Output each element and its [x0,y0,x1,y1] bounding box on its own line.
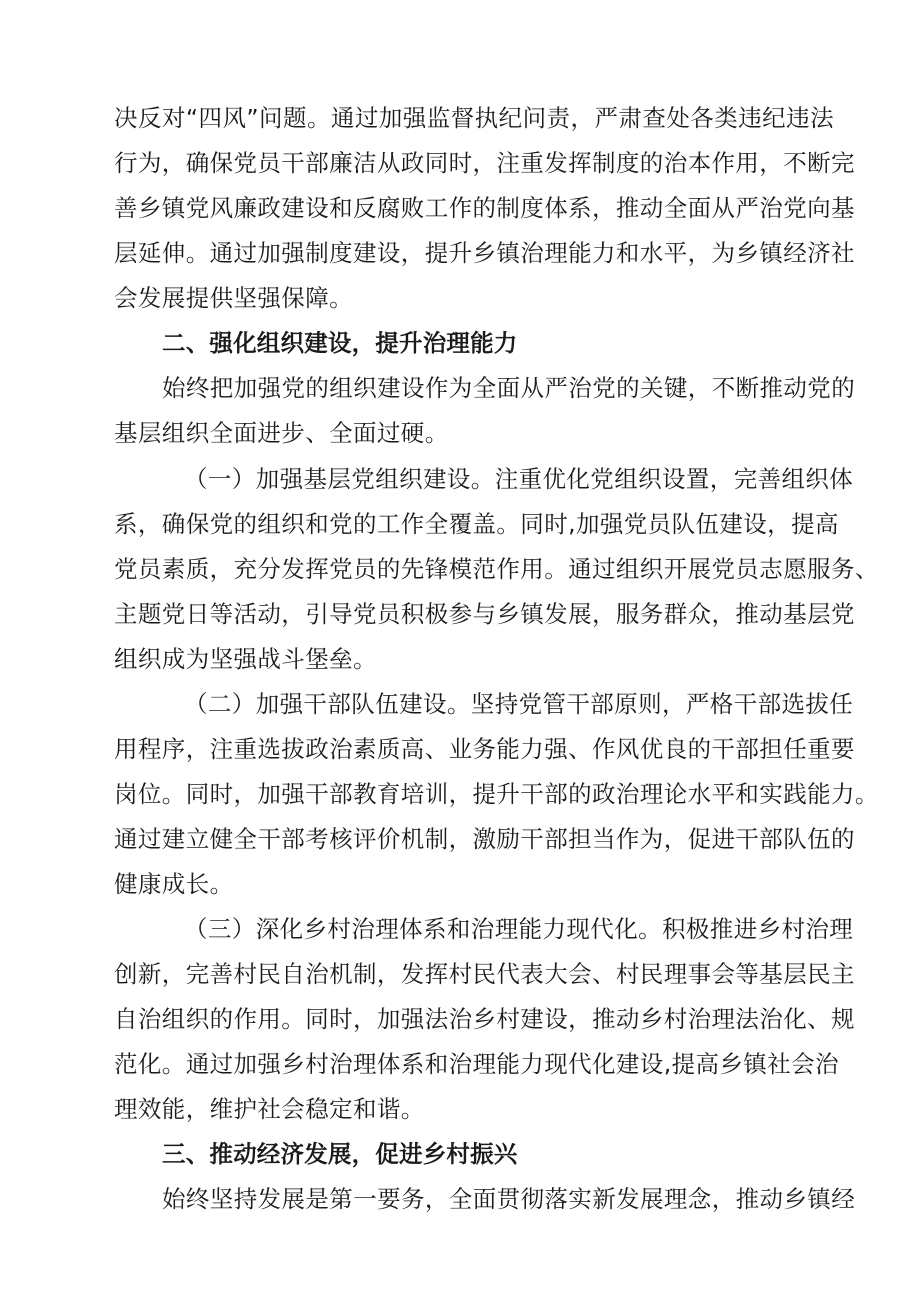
paragraph-line: 会发展提供坚强保障。 [114,284,353,312]
paragraph-line: 岗位。同时，加强干部教育培训，提升干部的政治理论水平和实践能力。 [114,780,879,808]
paragraph-line: 层延伸。通过加强制度建设，提升乡镇治理能力和水平，为乡镇经济社 [114,239,855,267]
paragraph-line: 范化。通过加强乡村治理体系和治理能力现代化建设,提高乡镇社会治 [114,1050,839,1078]
paragraph-line: 决反对“四风”问题。通过加强监督执纪问责，严肃查处各类违纪违法 [114,104,834,132]
paragraph-line: 行为，确保党员干部廉洁从政同时，注重发挥制度的治本作用，不断完 [114,149,855,177]
section-heading: 二、强化组织建设，提升治理能力 [162,329,518,357]
paragraph-line: 系，确保党的组织和党的工作全覆盖。同时,加强党员队伍建设，提高 [114,510,839,538]
paragraph-line: （三）深化乡村治理体系和治理能力现代化。积极推进乡村治理 [184,915,854,943]
section-heading: 三、推动经济发展，促进乡村振兴 [162,1140,518,1168]
paragraph-line: 始终坚持发展是第一要务，全面贯彻落实新发展理念，推动乡镇经 [162,1185,856,1213]
paragraph-line: 自治组织的作用。同时，加强法治乡村建设，推动乡村治理法治化、规 [114,1005,855,1033]
paragraph-line: 创新，完善村民自治机制，发挥村民代表大会、村民理事会等基层民主 [114,960,855,988]
paragraph-line: 基层组织全面进步、全面过硬。 [114,419,449,447]
paragraph-line: 理效能，维护社会稳定和谐。 [114,1095,425,1123]
paragraph-line: 通过建立健全干部考核评价机制，激励干部担当作为，促进干部队伍的 [114,825,855,853]
paragraph-line: 党员素质，充分发挥党员的先锋模范作用。通过组织开展党员志愿服务、 [114,555,879,583]
paragraph-line: （一）加强基层党组织建设。注重优化党组织设置，完善组织体 [184,465,854,493]
paragraph-line: （二）加强干部队伍建设。坚持党管干部原则，严格干部选拔任 [184,690,854,718]
paragraph-line: 健康成长。 [114,870,234,898]
paragraph-line: 始终把加强党的组织建设作为全面从严治党的关键，不断推动党的 [162,374,856,402]
paragraph-line: 善乡镇党风廉政建设和反腐败工作的制度体系，推动全面从严治党向基 [114,194,855,222]
paragraph-line: 主题党日等活动，引导党员积极参与乡镇发展，服务群众，推动基层党 [114,600,855,628]
paragraph-line: 用程序，注重选拔政治素质高、业务能力强、作风优良的干部担任重要 [114,735,855,763]
paragraph-line: 组织成为坚强战斗堡垒。 [114,645,377,673]
